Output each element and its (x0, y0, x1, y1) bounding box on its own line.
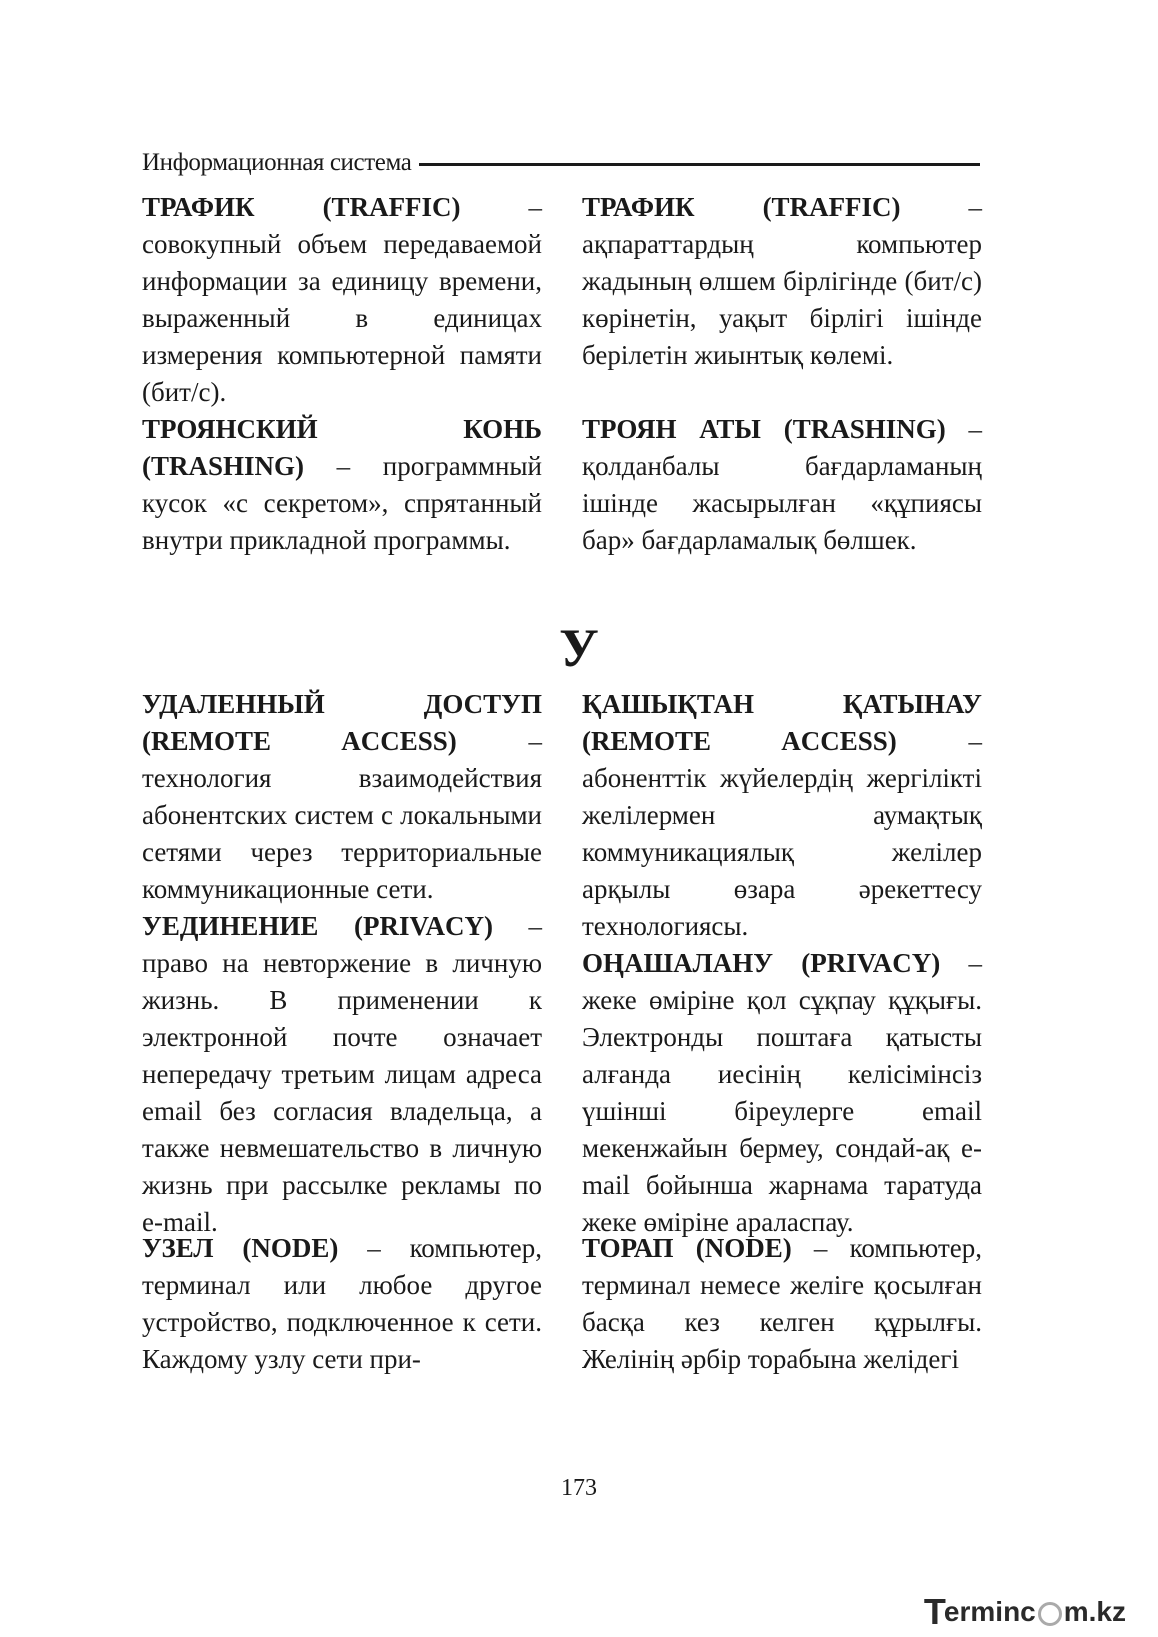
entry-term: ТРОЯН АТЫ (TRASHING) (582, 414, 946, 444)
entry-term: ТРАФИК (TRAFFIC) (582, 192, 901, 222)
column-kazakh (582, 189, 982, 559)
page-number: 173 (561, 1475, 597, 1501)
entry-term: ТРАФИК (TRAFFIC) (142, 192, 461, 222)
entry-privacy-kz (582, 945, 982, 1241)
entry-definition: – технология взаимодействия абонентских систем с локальными сетями через территориальные коммуникационные сети. (142, 726, 543, 904)
entry-definition: – право на невторжение в личную жизнь. В применении к электронной почте означает непередачу третьим лицам адреса email без согласия владельца, а также невмешательство в личную жизнь при рассылке рекламы по e-mail. (142, 911, 543, 1237)
entry-definition: – қолданбалы бағдарламаның ішінде жасырылған «құпиясы бар» бағдарламалық бөлшек. (582, 414, 982, 555)
entry-definition: – жеке өміріне қол сұқпау құқығы. Электронды поштаға қатысты алғанда иесінің келісімінсіз үшінші біреулерге email мекенжайын бермеу, сондай-ақ e-mail бойынша жарнама таратуда жеке өміріне араласпау. (582, 948, 983, 1237)
entry-traffic-ru (142, 189, 542, 411)
entry-node-kz (582, 1230, 982, 1378)
entries-block-node (142, 1230, 982, 1378)
section-letter-heading: У (559, 618, 599, 678)
watermark-part1: erminc (943, 1596, 1036, 1627)
entry-definition: – компьютер, терминал или любое другое устройство, подключенное к сети. Каждому узлу сети при- (142, 1233, 542, 1374)
column-russian (142, 189, 542, 559)
entry-definition: – ақпараттардың компьютер жадының өлшем бірлігінде (бит/с) көрінетін, уақыт бірлігі ішінде берілетін жиынтық көлемі. (582, 192, 982, 370)
watermark-first-letter: T (923, 1591, 946, 1632)
entry-definition: – программный кусок «с секретом», спрятанный внутри прикладной программы. (142, 451, 542, 555)
watermark-logo (924, 1592, 1126, 1632)
entry-term: УДАЛЕННЫЙ ДОСТУП (REMOTE ACCESS) (142, 689, 542, 756)
entries-block-t (142, 189, 982, 559)
column-russian (142, 686, 542, 1241)
entry-definition: – компьютер, терминал немесе желіге қосылған басқа кез келген құрылғы. Желінің әрбір торабына желідегі (582, 1233, 982, 1374)
entry-term: ҚАШЫҚТАН ҚАТЫНАУ (REMOTE ACCESS) (582, 689, 982, 756)
entry-node-ru (142, 1230, 542, 1378)
entry-term: ТОРАП (NODE) (582, 1233, 792, 1263)
column-kazakh (582, 686, 982, 1241)
entry-privacy-ru (142, 908, 542, 1241)
entry-definition: – абоненттік жүйелердің жергілікті желілермен аумақтық коммуникациялық желілер арқылы өзара әрекеттесу технологиясы. (582, 726, 983, 941)
entries-block-u (142, 686, 982, 1241)
running-header (142, 146, 980, 180)
entry-definition: – совокупный объем передаваемой информации за единицу времени, выраженный в единицах измерения компьютерной памяти (бит/с). (142, 192, 542, 407)
entry-trojan-ru (142, 411, 542, 559)
entry-trojan-kz (582, 411, 982, 559)
header-rule (419, 163, 980, 166)
entry-traffic-kz (582, 189, 982, 374)
column-russian (142, 1230, 542, 1378)
entry-term: ОҢАШАЛАНУ (PRIVACY) (582, 948, 941, 978)
running-title: Информационная система (142, 149, 412, 176)
entry-term: ТРОЯНСКИЙ КОНЬ (TRASHING) (142, 414, 542, 481)
column-kazakh (582, 1230, 982, 1378)
entry-term: УЕДИНЕНИЕ (PRIVACY) (142, 911, 493, 941)
magnifier-icon (1038, 1602, 1062, 1626)
entry-remote-access-ru (142, 686, 542, 908)
entry-term: УЗЕЛ (NODE) (142, 1233, 339, 1263)
entry-remote-access-kz (582, 686, 982, 945)
watermark-part2: m.kz (1063, 1596, 1126, 1627)
